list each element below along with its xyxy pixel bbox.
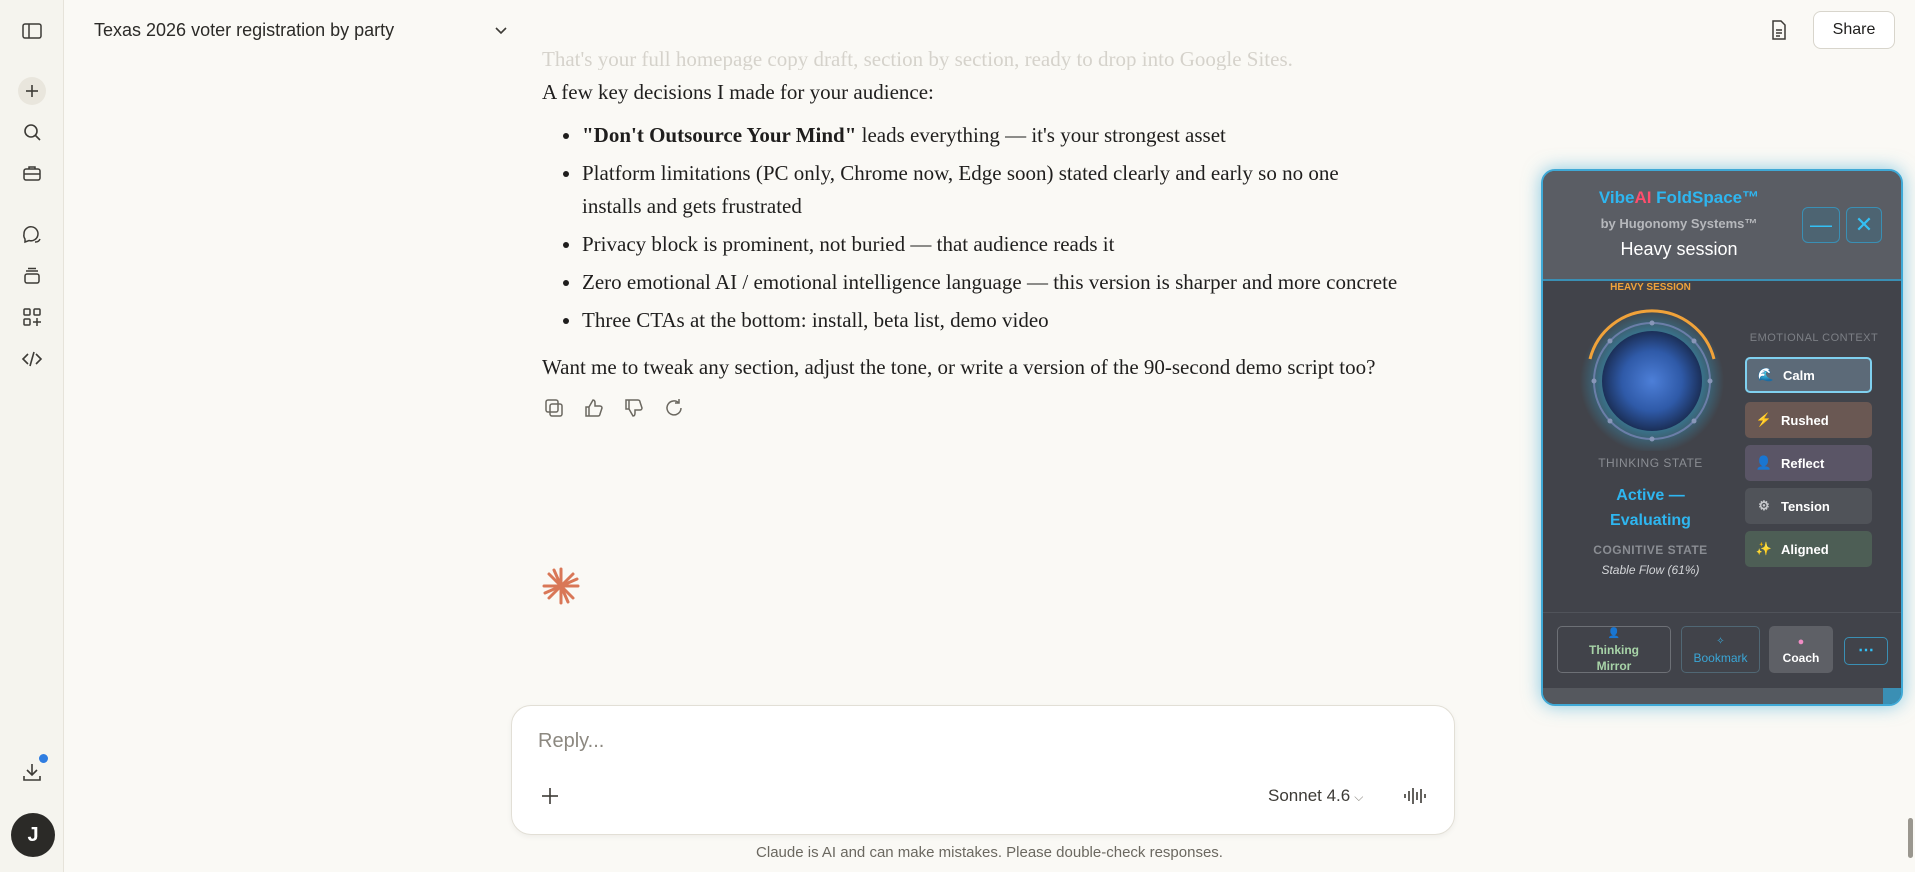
decision-list xyxy=(582,119,1402,337)
context-calm-button[interactable]: 🌊 Calm xyxy=(1745,357,1872,393)
sidebar-toggle-icon[interactable] xyxy=(18,17,46,45)
sidebar xyxy=(0,0,64,872)
minimize-button[interactable] xyxy=(1802,207,1840,243)
download-icon[interactable] xyxy=(18,758,46,786)
model-selector[interactable] xyxy=(1268,786,1363,806)
context-rushed-button[interactable]: ⚡ Rushed xyxy=(1745,402,1872,438)
avatar[interactable]: J xyxy=(11,813,55,857)
model-label: Sonnet 4.6 xyxy=(1268,786,1351,805)
search-icon[interactable] xyxy=(18,118,46,146)
disclaimer: Claude is AI and can make mistakes. Please double-check responses. xyxy=(756,844,1223,861)
context-reflect-button[interactable]: 👤 Reflect xyxy=(1745,445,1872,481)
lightning-icon: ⚡ xyxy=(1755,412,1773,427)
mirror-icon: 👤 xyxy=(1607,627,1621,639)
copy-icon[interactable] xyxy=(542,396,566,420)
bookmark-button[interactable]: ✧ Bookmark xyxy=(1681,626,1760,673)
chat-title[interactable]: Texas 2026 voter registration by party xyxy=(94,20,395,40)
page-scrollbar[interactable] xyxy=(1908,818,1913,858)
reply-input[interactable] xyxy=(538,730,1238,753)
brain-icon: ● xyxy=(1797,635,1805,648)
new-chat-button[interactable] xyxy=(18,77,46,105)
thinking-state-label: THINKING STATE xyxy=(1598,456,1703,470)
active-state: Active — Evaluating xyxy=(1610,487,1691,529)
foldspace-widget xyxy=(1541,169,1903,706)
context-tension-button[interactable]: ⚙ Tension xyxy=(1745,488,1872,524)
close-button[interactable] xyxy=(1846,207,1882,243)
close-icon: ✕ xyxy=(1854,212,1874,237)
list-item: • "Don't Outsource Your Mind" leads everything — it's your strongest asset xyxy=(582,119,1402,152)
notification-dot xyxy=(39,754,48,763)
document-icon[interactable] xyxy=(1767,18,1791,42)
wave-icon: 🌊 xyxy=(1757,367,1775,382)
stack-icon[interactable] xyxy=(18,262,46,290)
chevron-down-icon: ⌵ xyxy=(1354,790,1364,804)
person-icon: 👤 xyxy=(1755,455,1773,470)
widget-subtitle: by Hugonomy Systems™ xyxy=(1600,216,1758,231)
session-label: Heavy session xyxy=(1620,239,1738,259)
code-icon[interactable] xyxy=(18,345,46,373)
cognitive-state-label: COGNITIVE STATE xyxy=(1593,543,1708,557)
heavy-session-label: HEAVY SESSION xyxy=(1610,282,1691,293)
flow-value: Stable Flow (61%) xyxy=(1601,563,1700,577)
chevron-down-icon[interactable] xyxy=(491,20,511,40)
faded-text: That's your full homepage copy draft, section by section, ready to drop into Google Sites. xyxy=(542,48,1293,70)
widget-title: VibeAI FoldSpace™ xyxy=(1598,188,1760,207)
coach-button[interactable]: ● Coach xyxy=(1769,626,1833,673)
reply-composer xyxy=(511,705,1455,835)
minimize-icon: — xyxy=(1810,212,1832,237)
message-closing: Want me to tweak any section, adjust the tone, or write a version of the 90-second demo script too? xyxy=(542,355,1376,379)
retry-icon[interactable] xyxy=(662,396,686,420)
voice-mode-button[interactable] xyxy=(1402,784,1428,808)
gear-icon: ⚙ xyxy=(1758,498,1770,513)
widget-header xyxy=(1543,171,1901,281)
assistant-message xyxy=(542,48,1402,420)
bookmark-icon: ✧ xyxy=(1716,635,1725,647)
toolbox-icon[interactable] xyxy=(18,159,46,187)
thumbs-up-icon[interactable] xyxy=(582,396,606,420)
chat-bubbles-icon[interactable] xyxy=(18,221,46,249)
emotional-context-label: EMOTIONAL CONTEXT xyxy=(1749,332,1879,344)
thinking-mirror-button[interactable]: 👤 Thinking Mirror xyxy=(1557,626,1671,673)
list-item: • Three CTAs at the bottom: install, beta list, demo video xyxy=(582,304,1402,337)
widget-scroll-handle[interactable] xyxy=(1883,688,1903,706)
list-item: • Platform limitations (PC only, Chrome now, Edge soon) stated clearly and early so no one installs and gets frustrated xyxy=(582,157,1402,223)
thinking-orb xyxy=(1577,301,1727,451)
message-actions xyxy=(542,396,1402,420)
list-item: • Privacy block is prominent, not buried — that audience reads it xyxy=(582,228,1402,261)
add-attachment-button[interactable] xyxy=(538,784,562,808)
grid-icon[interactable] xyxy=(18,303,46,331)
more-button[interactable]: ⋯ xyxy=(1844,637,1888,665)
thumbs-down-icon[interactable] xyxy=(622,396,646,420)
widget-scrollbar[interactable] xyxy=(1543,688,1883,706)
sparkles-icon: ✨ xyxy=(1755,541,1773,556)
message-intro: A few key decisions I made for your audience: xyxy=(542,80,934,104)
list-item: • Zero emotional AI / emotional intelligence language — this version is sharper and more concrete xyxy=(582,266,1402,299)
share-button[interactable]: Share xyxy=(1813,11,1895,49)
context-aligned-button[interactable]: ✨ Aligned xyxy=(1745,531,1872,567)
claude-logo-icon xyxy=(540,565,582,607)
